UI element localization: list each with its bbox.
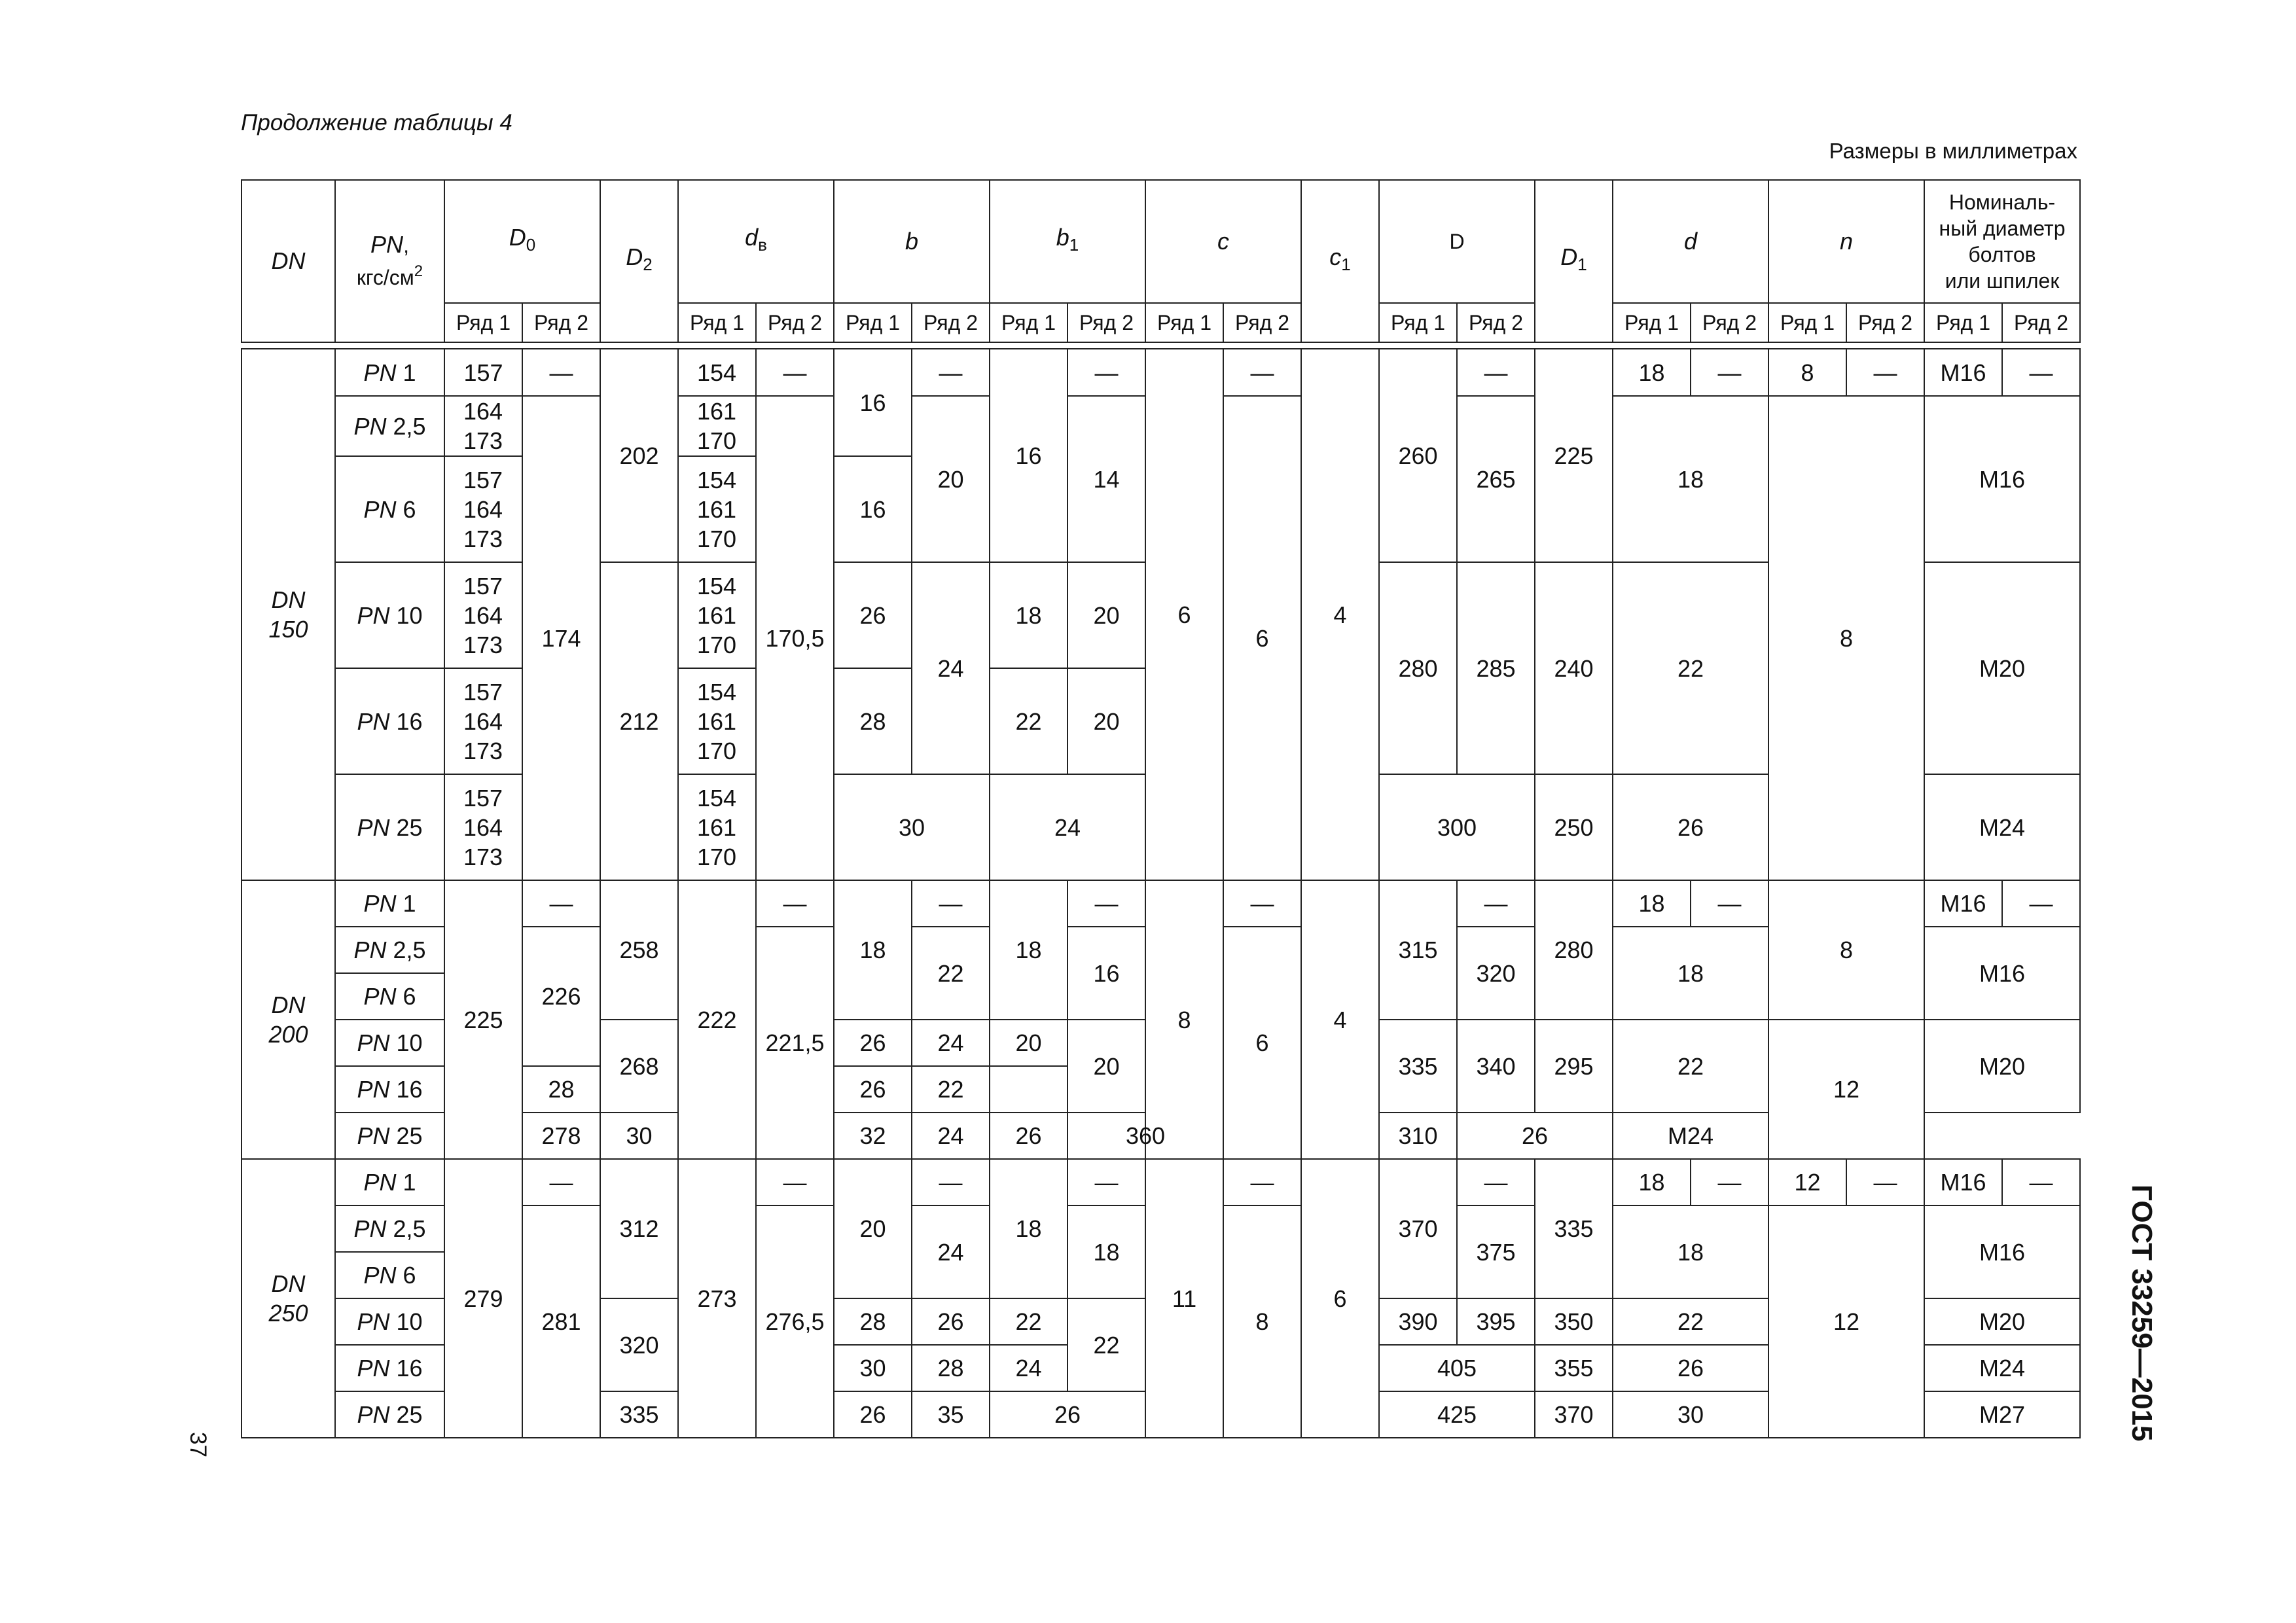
cell: 370 [1535,1391,1613,1438]
cell: 278 [522,1113,600,1159]
header-row1: Ряд 1 [1924,303,2002,342]
cell: 174 [522,396,600,880]
header-pn: PN, кгс/$см^2$ [335,180,444,342]
cell: 26 [990,1391,1145,1438]
cell: 16 [834,349,912,456]
cell: 295 [1535,1020,1613,1113]
cell: 355 [1535,1345,1613,1391]
cell: 390 [1379,1298,1457,1345]
cell: M24 [1613,1113,1768,1159]
cell: 24 [990,1345,1067,1391]
cell: 157 164 173 [444,456,522,562]
pn-cell: PN 1 [335,349,444,396]
cell: — [912,1159,990,1205]
cell: 258 [600,880,678,1020]
cell: 16 [990,349,1067,562]
cell: 22 [1613,1020,1768,1113]
cell: 4 [1301,880,1379,1159]
cell: 24 [912,1205,990,1298]
cell: 20 [990,1020,1067,1066]
cell: — [2002,1159,2080,1205]
pn-cell: PN 16 [335,1066,444,1113]
cell: 222 [678,880,756,1159]
cell: 273 [678,1159,756,1438]
cell: 320 [600,1298,678,1391]
header-row1: Ряд 1 [1145,303,1223,342]
pn-cell: PN 10 [335,1298,444,1345]
cell: 26 [1457,1113,1613,1159]
pn-cell: PN 2,5 [335,396,444,456]
cell: — [1223,880,1301,927]
cell: 226 [522,927,600,1066]
cell: 225 [444,880,522,1159]
cell: 4 [1301,349,1379,880]
header-c: c [1145,180,1301,303]
cell: M27 [1924,1391,2080,1438]
cell: — [912,349,990,396]
cell: M16 [1924,396,2080,562]
cell: M16 [1924,1159,2002,1205]
cell: 20 [834,1159,912,1298]
cell: 18 [1613,396,1768,562]
header-separator [242,342,2080,349]
cell: 6 [1145,349,1223,880]
pn-cell: PN 1 [335,880,444,927]
cell: 30 [1613,1391,1768,1438]
cell: 18 [990,1159,1067,1298]
cell: — [522,1159,600,1205]
pn-cell: PN 25 [335,774,444,880]
cell: 26 [834,1020,912,1066]
header-n: n [1768,180,1924,303]
pn-cell: PN 10 [335,562,444,668]
cell: 350 [1535,1298,1613,1345]
dn-cell: DN 200 [242,880,335,1159]
cell: 22 [912,1066,990,1113]
cell: 335 [1535,1159,1613,1298]
cell: 161 170 [678,396,756,456]
cell: 22 [912,927,990,1020]
cell: 18 [1613,1205,1768,1298]
cell: 280 [1535,880,1613,1020]
cell: 35 [912,1391,990,1438]
cell: 170,5 [756,396,834,880]
pn-cell: PN 16 [335,668,444,774]
cell: — [756,880,834,927]
cell: 6 [1301,1159,1379,1438]
header-row1: Ряд 1 [1613,303,1691,342]
cell: — [1067,1159,1145,1205]
cell: — [1846,349,1924,396]
cell: M16 [1924,1205,2080,1298]
cell: M24 [1924,774,2080,880]
cell: — [1691,1159,1768,1205]
cell: 315 [1379,880,1457,1020]
cell: 164 173 [444,396,522,456]
cell: — [756,1159,834,1205]
header-d: d [1613,180,1768,303]
cell: — [1457,1159,1535,1205]
pn-cell: PN 6 [335,973,444,1020]
cell: 340 [1457,1020,1535,1113]
pn-cell: PN 6 [335,456,444,562]
cell: 22 [1613,562,1768,774]
cell: 22 [1613,1298,1768,1345]
cell: — [756,349,834,396]
cell: 20 [1067,668,1145,774]
header-row2: Ряд 2 [756,303,834,342]
header-row2: Ряд 2 [1846,303,1924,342]
pn-cell: PN 10 [335,1020,444,1066]
cell: 375 [1457,1205,1535,1298]
cell: M20 [1924,1020,2080,1113]
page-number: 37 [185,1432,211,1457]
cell: 370 [1379,1159,1457,1298]
cell: 281 [522,1205,600,1438]
cell: 8 [1768,880,1924,1020]
header-D: D [1379,180,1535,303]
cell: 22 [990,1298,1067,1345]
cell: 16 [1067,927,1145,1020]
header-dv: $d_в$ [678,180,834,303]
pn-cell: PN 2,5 [335,927,444,973]
cell: 28 [522,1066,600,1113]
header-subrow [242,303,2080,342]
pn-cell: PN 16 [335,1345,444,1391]
header-bolts: Номиналь- ный диаметр болтов или шпилек [1924,180,2080,303]
pn-cell: PN 25 [335,1113,444,1159]
cell: 221,5 [756,927,834,1159]
cell: 26 [1613,774,1768,880]
cell: 276,5 [756,1205,834,1438]
cell: — [1067,880,1145,927]
header-d0: $D_0$ [444,180,600,303]
cell: 285 [1457,562,1535,774]
cell: 18 [990,880,1067,1020]
cell: 310 [1379,1113,1457,1159]
table-continuation-caption: Продолжение таблицы 4 [241,110,512,135]
cell: 154 [678,349,756,396]
cell: 154 161 170 [678,456,756,562]
cell: 22 [1067,1298,1145,1391]
cell: 395 [1457,1298,1535,1345]
cell: 24 [912,562,990,774]
cell: 280 [1379,562,1457,774]
cell: — [1223,1159,1301,1205]
dn-cell: DN 250 [242,1159,335,1438]
cell: — [1223,349,1301,396]
cell: 20 [1067,1020,1145,1113]
cell: 18 [1613,349,1691,396]
cell: — [1067,349,1145,396]
cell: 8 [1768,349,1846,396]
flange-dimensions-table [241,179,2081,1438]
dn-cell: DN 150 [242,349,335,880]
cell: — [1691,880,1768,927]
document-code: ГОСТ 33259—2015 [2126,1185,2158,1442]
cell: 240 [1535,562,1613,774]
cell: — [2002,349,2080,396]
cell: 28 [912,1345,990,1391]
header-d2: $D_2$ [600,180,678,342]
cell: — [522,880,600,927]
cell: M16 [1924,927,2080,1020]
cell: — [522,349,600,396]
cell: 12 [1768,1159,1846,1205]
table-row [242,880,2080,927]
cell: 18 [834,880,912,1020]
cell: 12 [1768,1205,1924,1438]
header-row2: Ряд 2 [1223,303,1301,342]
cell: 6 [1223,927,1301,1159]
header-row1: Ряд 1 [444,303,522,342]
cell: 320 [1457,927,1535,1020]
cell: 26 [912,1298,990,1345]
pn-cell: PN 1 [335,1159,444,1205]
cell: M16 [1924,880,2002,927]
cell: 26 [834,562,912,668]
cell: 157 164 173 [444,562,522,668]
cell: M20 [1924,562,2080,774]
cell: 18 [1067,1205,1145,1298]
cell: 260 [1379,349,1457,562]
header-b1: $b_1$ [990,180,1145,303]
cell: 154 161 170 [678,668,756,774]
header-row2: Ряд 2 [1457,303,1535,342]
header-row1: Ряд 1 [990,303,1067,342]
pn-cell: PN 25 [335,1391,444,1438]
cell: 30 [834,1345,912,1391]
cell: 18 [1613,927,1768,1020]
cell: 212 [600,562,678,880]
cell: 12 [1768,1020,1924,1159]
cell: 405 [1379,1345,1535,1391]
cell: 11 [1145,1159,1223,1438]
cell: 250 [1535,774,1613,880]
cell: 300 [1379,774,1535,880]
cell: 20 [1067,562,1145,668]
cell: 425 [1379,1391,1535,1438]
cell: 24 [990,774,1145,880]
header-row2: Ряд 2 [1067,303,1145,342]
cell: 28 [834,668,912,774]
cell: 225 [1535,349,1613,562]
cell: 202 [600,349,678,562]
cell: 157 164 173 [444,668,522,774]
cell: 16 [834,456,912,562]
cell: 265 [1457,396,1535,562]
cell: 20 [912,396,990,562]
cell: 30 [834,774,990,880]
header-row2: Ряд 2 [1691,303,1768,342]
cell: 28 [834,1298,912,1345]
cell: — [1457,880,1535,927]
cell: 26 [834,1066,912,1113]
cell: M24 [1924,1345,2080,1391]
cell: 279 [444,1159,522,1438]
cell: 335 [600,1391,678,1438]
cell: 14 [1067,396,1145,562]
cell: 8 [1768,396,1924,880]
cell: 30 [600,1113,678,1159]
header-row2: Ряд 2 [912,303,990,342]
cell: — [2002,880,2080,927]
header-row2: Ряд 2 [2002,303,2080,342]
cell: 157 164 173 [444,774,522,880]
cell: 8 [1145,880,1223,1159]
cell: 157 [444,349,522,396]
header-row1: Ряд 1 [1379,303,1457,342]
table-row [242,349,2080,396]
cell: 268 [600,1020,678,1113]
header-row [242,180,2080,303]
header-row1: Ряд 1 [678,303,756,342]
cell: M16 [1924,349,2002,396]
cell: 360 [1067,1113,1223,1159]
cell: M20 [1924,1298,2080,1345]
header-dn: DN [242,180,335,342]
cell: 18 [990,562,1067,668]
cell: 154 161 170 [678,562,756,668]
cell: — [912,880,990,927]
table-row [242,1159,2080,1205]
header-D1: $D_1$ [1535,180,1613,342]
cell: 32 [834,1113,912,1159]
cell: 24 [912,1113,990,1159]
cell: 24 [912,1020,990,1066]
cell: — [1691,349,1768,396]
cell: 6 [1223,396,1301,880]
cell: 26 [990,1113,1067,1159]
cell: 8 [1223,1205,1301,1438]
cell: 26 [1613,1345,1768,1391]
cell: 18 [1613,880,1691,927]
header-row1: Ряд 1 [1768,303,1846,342]
cell: 26 [834,1391,912,1438]
cell: 335 [1379,1020,1457,1113]
cell: — [1846,1159,1924,1205]
pn-cell: PN 6 [335,1252,444,1298]
header-c1: $c_1$ [1301,180,1379,342]
cell: 154 161 170 [678,774,756,880]
units-note: Размеры в миллиметрах [1829,139,2077,163]
header-row2: Ряд 2 [522,303,600,342]
pn-cell: PN 2,5 [335,1205,444,1252]
cell: — [1457,349,1535,396]
header-b: b [834,180,990,303]
cell: 312 [600,1159,678,1298]
header-row1: Ряд 1 [834,303,912,342]
cell: 18 [1613,1159,1691,1205]
cell: 22 [990,668,1067,774]
